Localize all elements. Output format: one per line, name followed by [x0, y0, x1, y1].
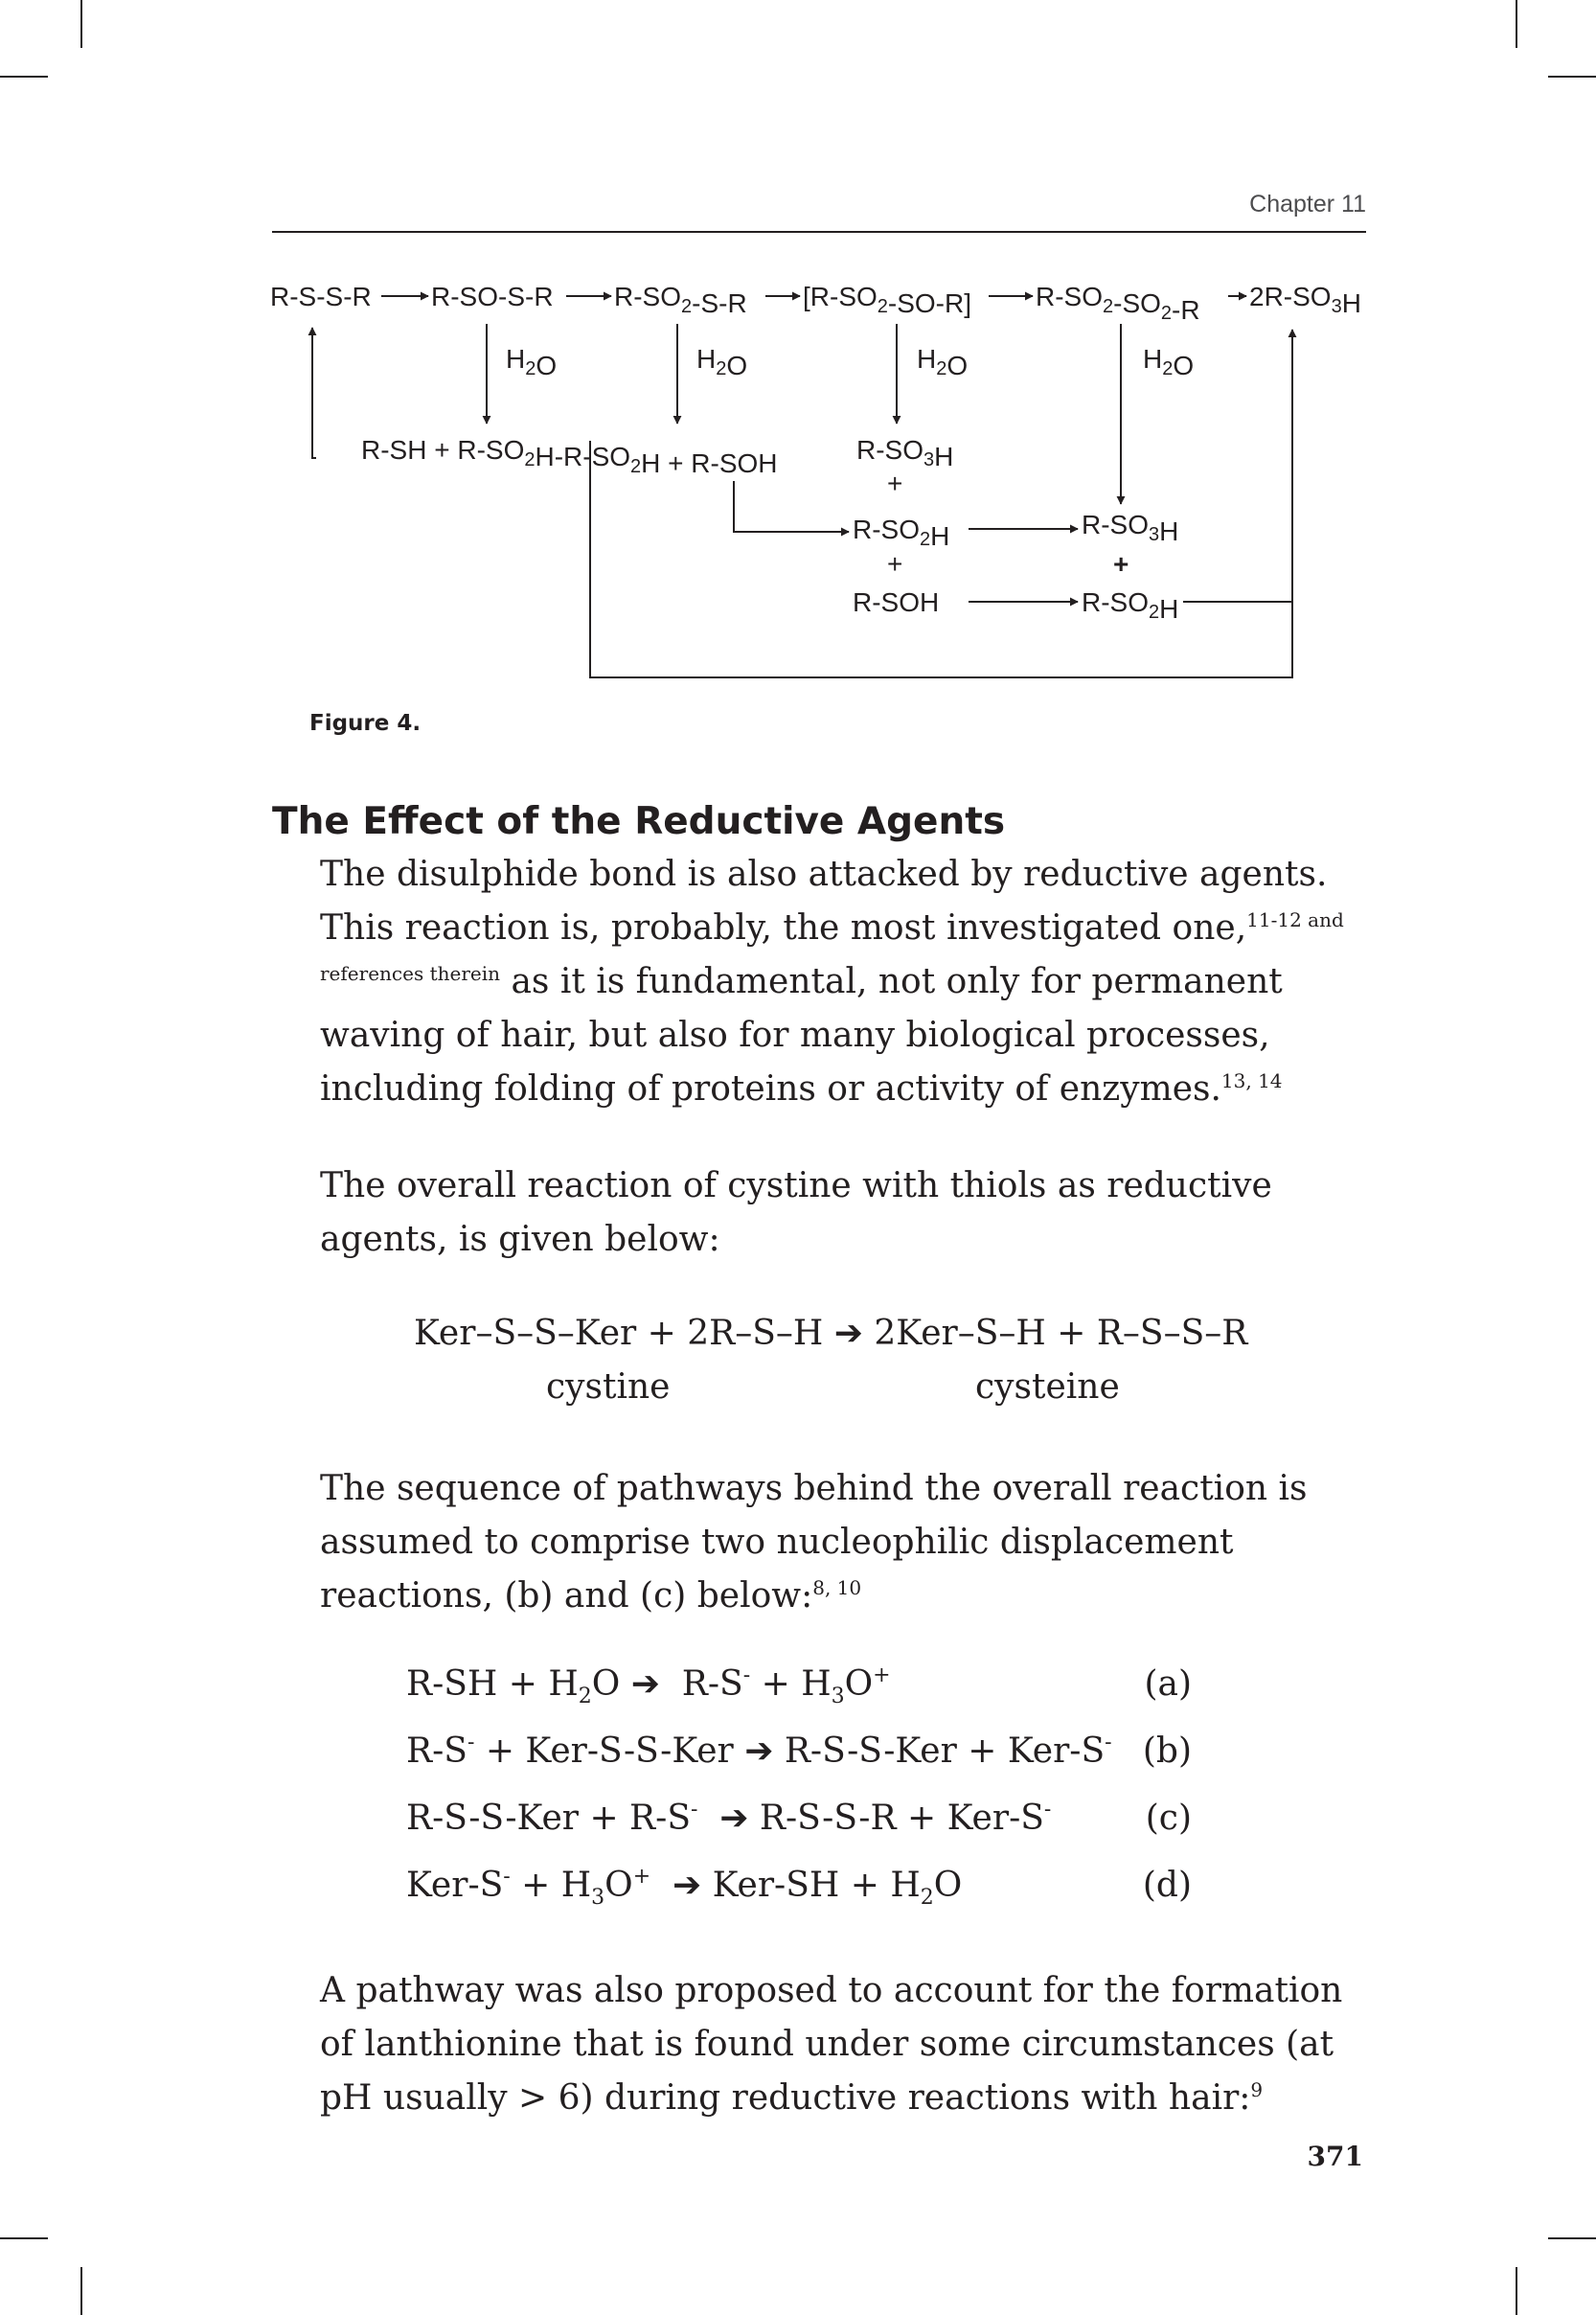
species-label: $R-SO_3H$: [1082, 510, 1179, 546]
equation-row: [406, 1658, 1192, 1725]
reference: 8, 10: [812, 1576, 862, 1599]
equation: R-S- + Ker-S-S-Ker ➔ R-S-S-Ker + Ker-S-: [406, 1731, 1112, 1771]
equation-row: [406, 1725, 1192, 1792]
chapter-label: Chapter 11: [1249, 191, 1366, 218]
paragraph: [272, 848, 1376, 1116]
paragraph-text: A pathway was also proposed to account for the formation of lanthionine that is found under some circumstances (at pH usually > 6) during reductive reactions with hair:: [320, 1971, 1343, 2118]
paragraph: [272, 1462, 1376, 1623]
crop-mark: [80, 0, 82, 48]
species-label: $R-SH + R-SO_2H-R-SO_2H + R-SOH$: [361, 435, 778, 478]
figure-caption: Figure 4.: [309, 711, 422, 736]
reference: 11-12 and references therein: [320, 908, 1344, 985]
equation-row: [406, 1859, 1192, 1926]
species-label: $R-SO_2-SO_2-R$: [1036, 282, 1200, 325]
overall-equation: Ker–S–S–Ker + 2R–S–H ➔ 2Ker–S–H + R–S–S–R: [414, 1314, 1248, 1353]
crop-mark: [1548, 76, 1596, 78]
water-label: $H_2O$: [917, 344, 969, 380]
reference: 13, 14: [1220, 1069, 1283, 1092]
species-label: R-S-S-R: [270, 282, 372, 311]
compound-name: cysteine: [975, 1367, 1120, 1407]
overall-reaction: [414, 1307, 1248, 1407]
species-label: $[R-SO_2-SO-R]$: [803, 282, 972, 318]
paragraph-text: The sequence of pathways behind the overall reaction is assumed to comprise two nucleophilic displacement reactions, (b) and (c) below:: [320, 1469, 1308, 1616]
equation-label: (c): [1145, 1799, 1192, 1838]
crop-mark: [0, 2237, 48, 2239]
reaction-steps: [406, 1658, 1192, 1926]
paragraph: [272, 1964, 1376, 2125]
page-number: 371: [1307, 2141, 1363, 2172]
paragraph-text: as it is fundamental, not only for permanent waving of hair, but also for many biological processes, including folding of proteins or activity of enzymes.: [320, 962, 1283, 1109]
plus-label: +: [887, 549, 903, 579]
plus-label: +: [1113, 549, 1129, 579]
species-label: $R-SO_2H$: [853, 515, 950, 551]
water-label: $H_2O$: [506, 344, 558, 380]
equation-label: (a): [1144, 1664, 1192, 1704]
water-label: $H_2O$: [696, 344, 748, 380]
equation: R-S-S-Ker + R-S- ➔ R-S-S-R + Ker-S-: [406, 1798, 1052, 1838]
equation-label: (b): [1142, 1731, 1192, 1771]
running-header: [272, 187, 1366, 233]
crop-mark: [0, 76, 48, 78]
equation: $R-SH + H_2O$ ➔ $R-S^- + H_3O^+$: [406, 1663, 891, 1708]
reaction-diagram: [268, 270, 1370, 692]
species-label: $R-SO_3H$: [856, 435, 954, 471]
reference: 9: [1250, 2078, 1264, 2101]
species-label: R-SO-S-R: [431, 282, 554, 311]
equation: $Ker-S^- + H_3O^+$ ➔ $Ker-SH + H_2O$: [406, 1865, 963, 1910]
paragraph-text: The overall reaction of cystine with thiols as reductive agents, is given below:: [320, 1166, 1272, 1259]
water-label: $H_2O$: [1143, 344, 1195, 380]
paragraph-text: The disulphide bond is also attacked by reductive agents. This reaction is, probably, the most investigated one,: [320, 855, 1328, 948]
species-label: $R-SO_2-S-R$: [614, 282, 747, 318]
section-title: The Effect of the Reductive Agents: [272, 800, 1006, 843]
equation-row: [406, 1792, 1192, 1859]
compound-name: cystine: [546, 1367, 671, 1407]
paragraph: [272, 1159, 1376, 1267]
crop-mark: [1548, 2237, 1596, 2239]
species-label: R-SOH: [853, 587, 940, 617]
crop-mark: [1516, 0, 1517, 48]
plus-label: +: [887, 469, 903, 498]
equation-label: (d): [1142, 1866, 1192, 1905]
crop-mark: [1516, 2267, 1517, 2315]
species-label: $2R-SO_3H$: [1249, 282, 1361, 318]
crop-mark: [80, 2267, 82, 2315]
species-label: $R-SO_2H$: [1082, 587, 1179, 624]
